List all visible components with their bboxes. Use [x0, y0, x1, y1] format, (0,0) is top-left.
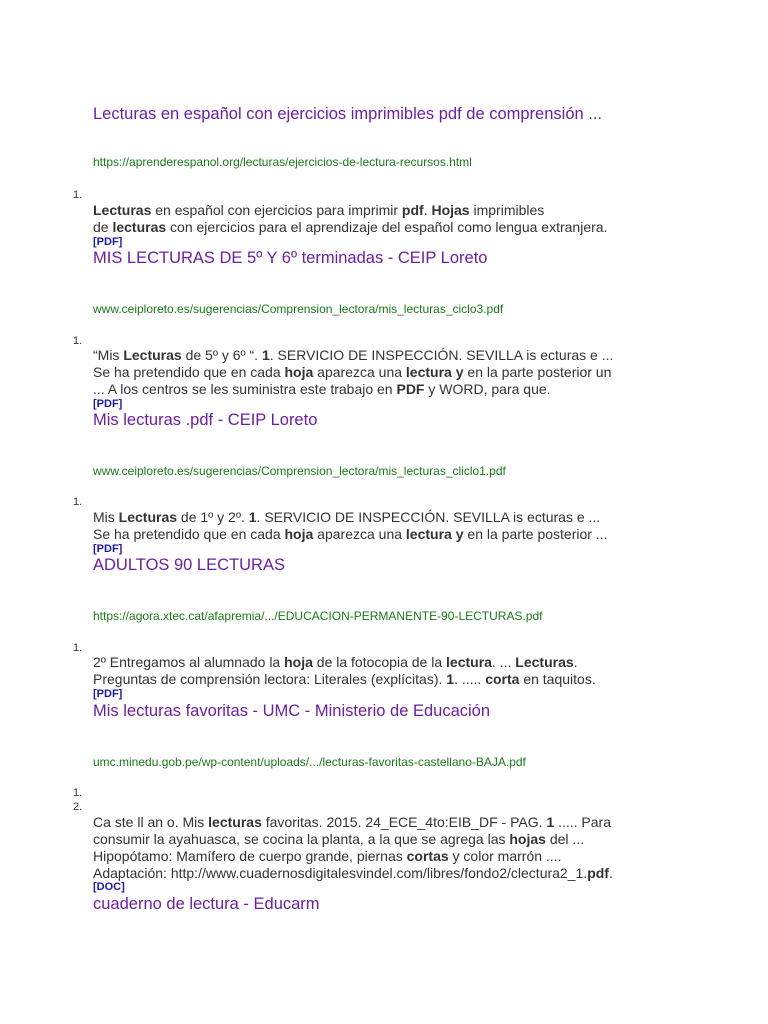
result-snippet-4 [93, 654, 596, 688]
snippet-line: ... A los centros se les suministra este trabajo en PDF y WORD, para que. [93, 381, 551, 397]
result-title-3[interactable]: Mis lecturas .pdf - CEIP Loreto [93, 411, 318, 429]
snippet-line: Hipopótamo: Mamífero de cuerpo grande, piernas cortas y color marrón .... [93, 848, 562, 864]
result-title-6[interactable]: cuaderno de lectura - Educarm [93, 895, 320, 913]
file-type-tag: [PDF] [93, 543, 123, 555]
list-number: 1. [73, 496, 83, 508]
snippet-line: de lecturas con ejercicios para el aprendizaje del español como lengua extranjera. [93, 219, 608, 235]
snippet-line: Ca ste ll an o. Mis lecturas favoritas. 2015. 24_ECE_4to:EIB_DF - PAG. 1 ..... Para [93, 814, 612, 830]
result-title-1[interactable]: Lecturas en español con ejercicios imprimibles pdf de comprensión ... [93, 105, 603, 123]
list-number: 1. [73, 189, 83, 201]
list-number: 1. [73, 642, 83, 654]
snippet-line: Se ha pretendido que en cada hoja aparezca una lectura y en la parte posterior un [93, 364, 612, 380]
file-type-tag: [DOC] [93, 881, 125, 893]
snippet-line: 2º Entregamos al alumnado la hoja de la fotocopia de la lectura. ... Lecturas. [93, 654, 578, 670]
result-title-4[interactable]: ADULTOS 90 LECTURAS [93, 556, 285, 574]
result-url-2[interactable]: www.ceiploreto.es/sugerencias/Comprension_lectora/mis_lecturas_ciclo3.pdf [93, 302, 504, 316]
result-title-5[interactable]: Mis lecturas favoritas - UMC - Ministerio de Educación [93, 702, 491, 720]
snippet-line: Mis Lecturas de 1º y 2º. 1. SERVICIO DE INSPECCIÓN. SEVILLA is ecturas e ... [93, 509, 601, 525]
result-url-3[interactable]: www.ceiploreto.es/sugerencias/Comprension_lectora/mis_lecturas_cliclo1.pdf [93, 464, 506, 478]
snippet-line: Preguntas de comprensión lectora: Literales (explícitas). 1. ..... corta en taquitos. [93, 671, 596, 687]
file-type-tag: [PDF] [93, 236, 123, 248]
result-snippet-1 [93, 202, 607, 236]
list-number: 1. [73, 335, 83, 347]
result-title-2[interactable]: MIS LECTURAS DE 5º Y 6º terminadas - CEIP Loreto [93, 249, 488, 267]
file-type-tag: [PDF] [93, 398, 123, 410]
list-number: 2. [73, 801, 83, 813]
list-number: 1. [73, 787, 83, 799]
result-snippet-5 [93, 814, 613, 882]
file-type-tag: [PDF] [93, 688, 123, 700]
result-snippet-2 [93, 347, 613, 398]
snippet-line: consumir la ayahuasca, se cocina la planta, a la que se agrega las hojas del ... [93, 831, 585, 847]
snippet-line: Lecturas en español con ejercicios para imprimir pdf. Hojas imprimibles [93, 202, 545, 218]
result-url-4[interactable]: https://agora.xtec.cat/afapremia/.../EDUCACION-PERMANENTE-90-LECTURAS.pdf [93, 609, 543, 623]
result-url-5[interactable]: umc.minedu.gob.pe/wp-content/uploads/.../lecturas-favoritas-castellano-BAJA.pdf [93, 755, 526, 769]
snippet-line: Adaptación: http://www.cuadernosdigitalesvindel.com/libres/fondo2/clectura2_1.pdf. [93, 865, 613, 881]
result-url-1[interactable]: https://aprenderespanol.org/lecturas/ejercicios-de-lectura-recursos.html [93, 155, 472, 169]
result-snippet-3 [93, 509, 607, 543]
snippet-line: Se ha pretendido que en cada hoja aparezca una lectura y en la parte posterior ... [93, 526, 608, 542]
snippet-line: “Mis Lecturas de 5º y 6º “. 1. SERVICIO DE INSPECCIÓN. SEVILLA is ecturas e ... [93, 347, 614, 363]
